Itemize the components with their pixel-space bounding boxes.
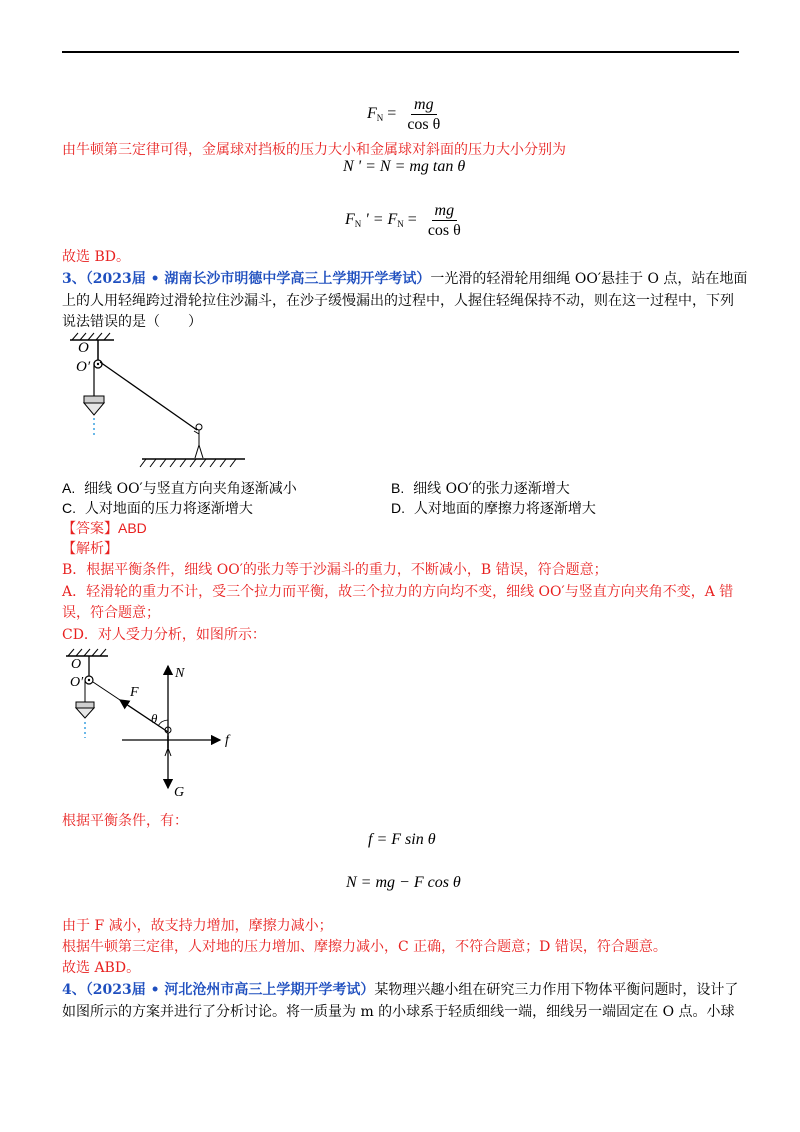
- analysis-line-8: 故选 ABD。: [62, 960, 141, 976]
- option-c[interactable]: C. 人对地面的压力将逐渐增大: [62, 500, 253, 517]
- force-diagram: [62, 646, 262, 801]
- analysis-line-4: CD．对人受力分析，如图所示：: [62, 627, 266, 643]
- question-3-stem: 3、（2023届 • 湖南长沙市明德中学高三上学期开学考试）一光滑的轻滑轮用细绳 OO′悬挂于 O 点，站在地面: [62, 271, 748, 287]
- analysis-tag: 【解析】: [62, 541, 118, 557]
- analysis-line-1: B．根据平衡条件，细线 OO′的张力等于沙漏斗的重力，不断减小，B 错误，符合题意；: [62, 562, 608, 578]
- pulley-figure: [62, 330, 262, 470]
- equation-friction: f = F sin θ: [368, 831, 436, 848]
- analysis-line-3: 误，符合题意；: [62, 605, 160, 621]
- fig2-label-o: O: [71, 657, 82, 672]
- analysis-line-6: 由于 F 减小，故支持力增加，摩擦力减小；: [62, 918, 333, 934]
- question-4-stem-2: 如图所示的方案并进行了分析讨论。将一质量为 m 的小球系于轻质细线一端，细线另一端固定在 O 点。小球: [62, 1004, 735, 1020]
- analysis-line-7: 根据牛顿第三定律，人对地的压力增加、摩擦力减小，C 正确，不符合题意；D 错误，符合题意。: [62, 939, 667, 955]
- force-label-friction: f: [225, 733, 229, 748]
- fig2-label-o-prime: O′: [70, 675, 84, 690]
- force-label-f-tension: F: [130, 685, 139, 700]
- equation-fn-prime: $F_N$ ' = $F_N$ = $\frac{mg}{\text{cos θ}}$: [345, 202, 461, 239]
- option-a[interactable]: A. 细线 OO′与竖直方向夹角逐渐减小: [62, 480, 297, 497]
- analysis-line-2: A．轻滑轮的重力不计，受三个拉力而平衡，故三个拉力的方向均不变，细线 OO′与竖直方向夹角不变，A 错: [62, 584, 734, 600]
- answer-line: 故选 BD。: [62, 249, 130, 265]
- equation-normal: N = mg − F cos θ: [346, 874, 461, 891]
- question-3-stem-2: 上的人用轻绳跨过滑轮拉住沙漏斗，在沙子缓慢漏出的过程中，人握住轻绳保持不动，则在这一过程中，下列: [62, 293, 734, 309]
- equation-fn: $F_N$ = $\frac{mg}{\text{cos θ}}$: [367, 96, 441, 133]
- option-b[interactable]: B. 细线 OO′的张力逐渐增大: [391, 480, 570, 497]
- fig-label-o-prime: O′: [76, 359, 91, 375]
- analysis-line-5: 根据平衡条件，有：: [62, 813, 188, 829]
- force-label-n: N: [175, 666, 185, 681]
- angle-label-theta: θ: [151, 711, 158, 726]
- question-3-stem-3: 说法错误的是（ ）: [62, 314, 202, 330]
- header-rule: [62, 51, 739, 53]
- equation-n: N ' = N = mg tan θ: [343, 158, 466, 175]
- analysis-line: 由牛顿第三定律可得，金属球对挡板的压力大小和金属球对斜面的压力大小分别为: [62, 142, 566, 158]
- question-4-stem: 4、（2023届 • 河北沧州市高三上学期开学考试）某物理兴趣小组在研究三力作用下物体平衡问题时，设计了: [62, 982, 739, 998]
- option-d[interactable]: D. 人对地面的摩擦力将逐渐增大: [391, 500, 596, 517]
- force-label-g: G: [174, 785, 185, 800]
- answer-line-q3: 【答案】ABD: [62, 520, 147, 537]
- fig-label-o: O: [78, 340, 89, 356]
